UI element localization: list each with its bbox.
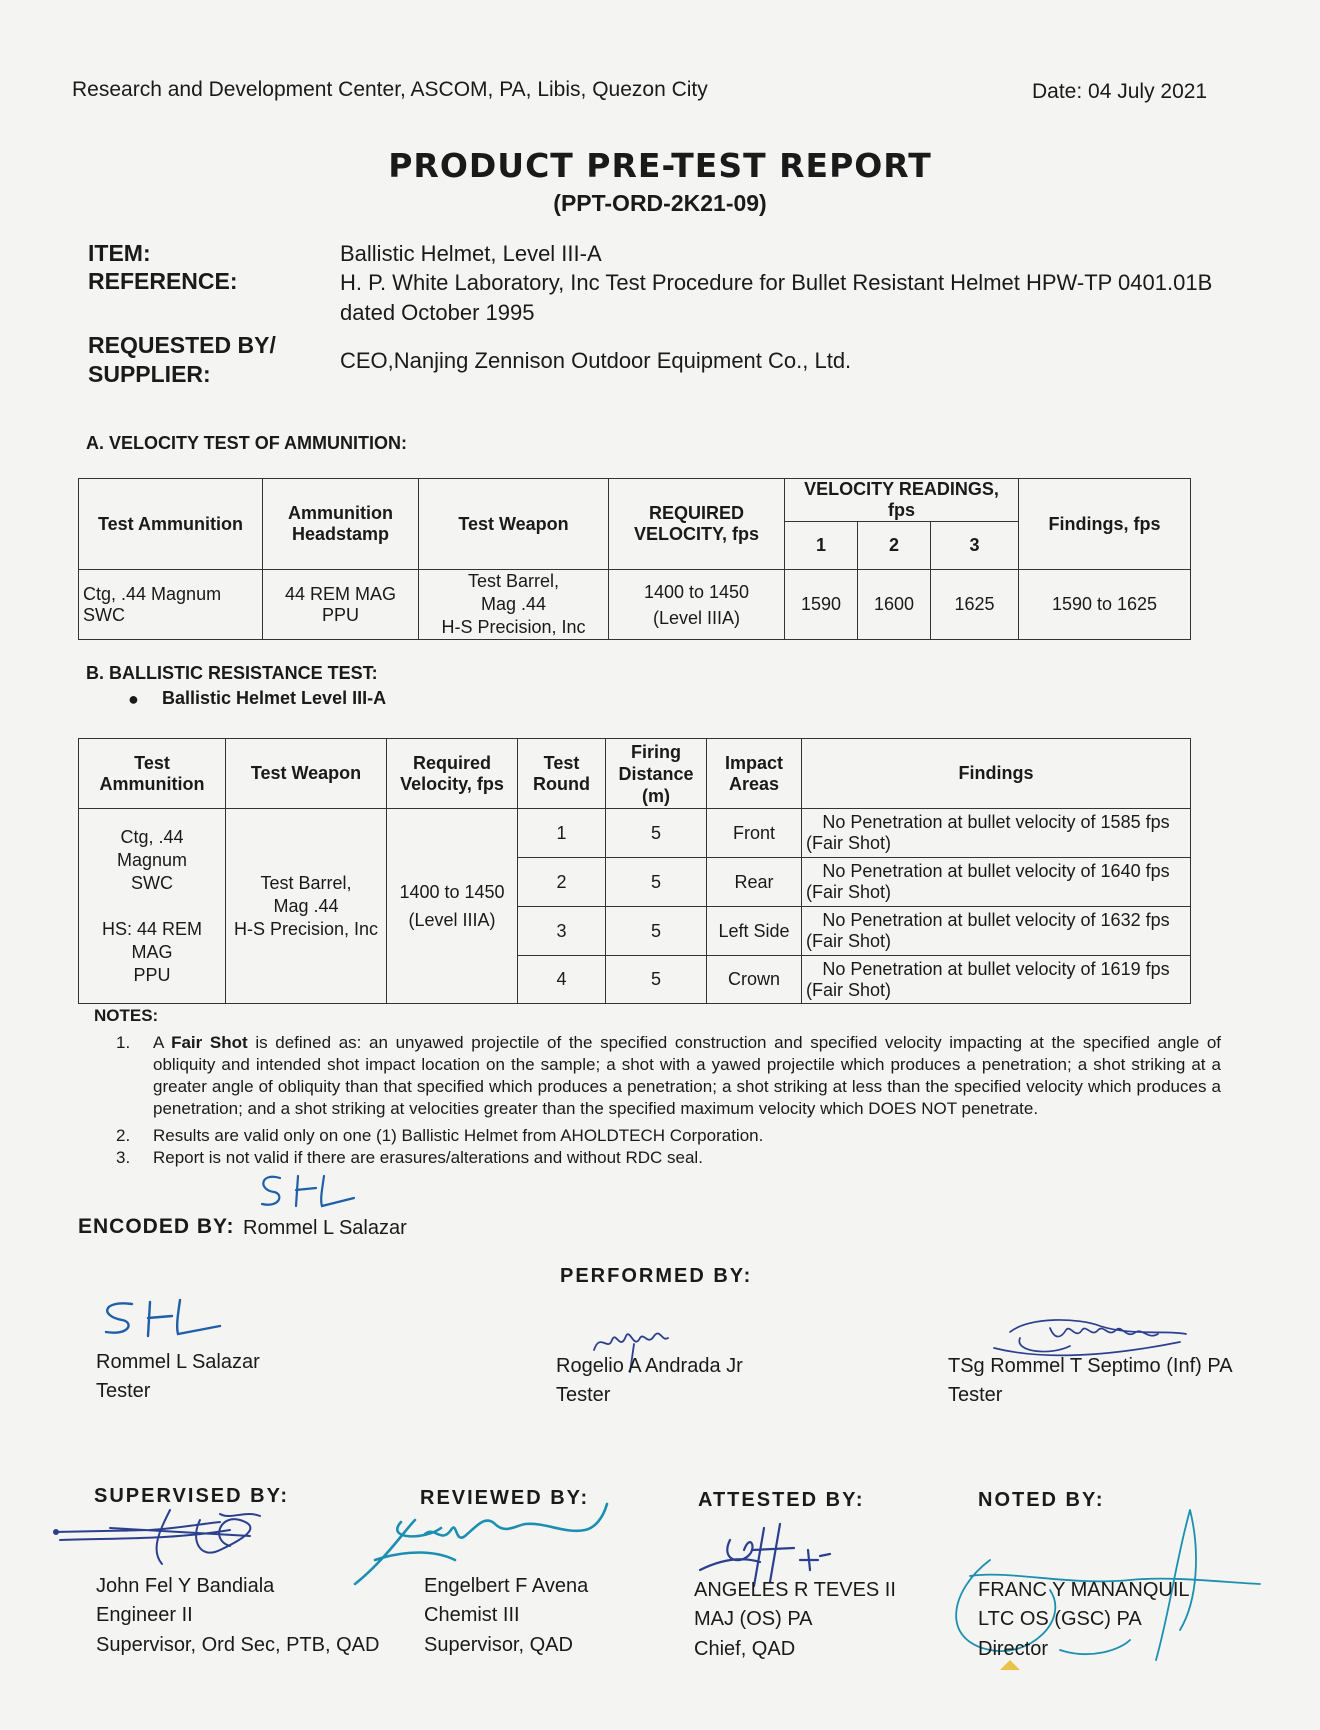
cell-impact-area: Front	[707, 809, 802, 858]
cell-weapon	[226, 809, 387, 1004]
header-line: Required	[412, 752, 491, 773]
section-a-title: A. VELOCITY TEST OF AMMUNITION:	[86, 433, 407, 453]
weapon-line: H-S Precision, Inc	[441, 617, 586, 637]
tester-3-role: Tester	[948, 1384, 1003, 1406]
weapon-line: Test Barrel,	[260, 872, 352, 893]
required-line: (Level IIIA)	[652, 607, 741, 628]
cell-impact-area: Crown	[707, 956, 802, 1004]
header-firing-distance	[606, 739, 707, 809]
reviewed-label: REVIEWED BY:	[420, 1487, 590, 1509]
required-line: 1400 to 1450	[643, 581, 750, 602]
velocity-test-table	[78, 478, 1191, 640]
weapon-line: Mag .44	[273, 895, 339, 916]
cell-finding: No Penetration at bullet velocity of 1640 fps (Fair Shot)	[802, 858, 1191, 907]
supervised-label: SUPERVISED BY:	[94, 1485, 290, 1507]
header-ammunition-headstamp	[263, 479, 419, 570]
tester-1-name: Rommel L Salazar	[96, 1351, 260, 1373]
reference-value: H. P. White Laboratory, Inc Test Procedure for Bullet Resistant Helmet HPW-TP 0401.01B	[340, 270, 1213, 295]
cell-weapon	[419, 570, 609, 640]
cell-finding: No Penetration at bullet velocity of 1585 fps (Fair Shot)	[802, 809, 1191, 858]
header-reading-2: 2	[858, 522, 931, 570]
cell-required-velocity	[387, 809, 518, 1004]
header-line: Distance	[618, 763, 694, 784]
report-code: (PPT-ORD-2K21-09)	[553, 190, 767, 216]
note-number: 2.	[116, 1126, 131, 1145]
encoded-label: ENCODED BY:	[78, 1215, 235, 1238]
notes-title: NOTES:	[94, 1006, 159, 1025]
cell-round: 1	[518, 809, 606, 858]
item-label: ITEM:	[88, 240, 151, 266]
requested-label: REQUESTED BY/	[88, 332, 276, 358]
cell-ammunition: Ctg, .44 Magnum SWC	[79, 570, 263, 640]
section-b-title: B. BALLISTIC RESISTANCE TEST:	[86, 663, 378, 683]
header-test-weapon: Test Weapon	[226, 739, 387, 809]
signature-encoder	[250, 1170, 380, 1220]
weapon-line: Mag .44	[480, 594, 547, 614]
table-row	[79, 570, 1191, 640]
required-line: 1400 to 1450	[399, 882, 505, 902]
performed-label: PERFORMED BY:	[560, 1265, 753, 1287]
reference-label: REFERENCE:	[88, 268, 238, 294]
tester-3-name: TSg Rommel T Septimo (Inf) PA	[948, 1355, 1233, 1377]
header-reading-3: 3	[931, 522, 1019, 570]
cell-round: 2	[518, 858, 606, 907]
note-text: A	[153, 1033, 172, 1052]
ammo-line: SWC	[131, 872, 173, 893]
attested-label: ATTESTED BY:	[698, 1489, 865, 1511]
header-findings: Findings	[802, 739, 1191, 809]
header-line: Areas	[728, 773, 780, 794]
header-required-velocity	[387, 739, 518, 809]
cell-impact-area: Left Side	[707, 907, 802, 956]
cell-distance: 5	[606, 907, 707, 956]
signature-supervisor	[50, 1500, 280, 1585]
reference-value-date: dated October 1995	[340, 300, 535, 325]
cell-required-velocity	[609, 570, 785, 640]
headstamp-line: 44 REM MAG	[284, 583, 397, 604]
cell-round: 3	[518, 907, 606, 956]
cell-reading-3: 1625	[931, 570, 1019, 640]
note-number: 1.	[116, 1033, 131, 1052]
ballistic-resistance-table	[78, 738, 1191, 1004]
note-term: Fair Shot	[171, 1033, 248, 1052]
report-date: Date: 04 July 2021	[1032, 80, 1208, 103]
header-headstamp-text: Ammunition Headstamp	[288, 503, 393, 544]
tester-2-role: Tester	[556, 1384, 611, 1406]
headstamp-line: PPU	[321, 604, 359, 625]
cell-round: 4	[518, 956, 606, 1004]
header-required-text: REQUIRED VELOCITY, fps	[633, 503, 759, 544]
weapon-line: Test Barrel,	[467, 571, 560, 591]
header-line: (m)	[642, 785, 670, 806]
note-seal: Report is not valid if there are erasures/alterations and without RDC seal.	[153, 1148, 703, 1167]
section-b-bullet: Ballistic Helmet Level III-A	[162, 688, 387, 708]
item-value: Ballistic Helmet, Level III-A	[340, 241, 602, 266]
attester-name: ANGELES R TEVES II	[694, 1579, 896, 1601]
header-reading-1: 1	[785, 522, 858, 570]
cell-finding: No Penetration at bullet velocity of 1619 fps (Fair Shot)	[802, 956, 1191, 1004]
cell-distance: 5	[606, 956, 707, 1004]
required-line: (Level IIIA)	[408, 910, 496, 930]
ammo-line: HS: 44 REM MAG	[101, 918, 203, 962]
header-test-ammunition: Test Ammunition	[79, 739, 226, 809]
header-impact-areas	[707, 739, 802, 809]
director-rank: LTC OS (GSC) PA	[978, 1608, 1142, 1630]
tester-1-role: Tester	[96, 1380, 151, 1402]
cell-reading-1: 1590	[785, 570, 858, 640]
header-line: Velocity, fps	[400, 773, 504, 794]
table-row	[79, 809, 1191, 858]
cell-reading-2: 1600	[858, 570, 931, 640]
cell-headstamp	[263, 570, 419, 640]
header-test-round	[518, 739, 606, 809]
header-line: Test	[543, 752, 580, 773]
header-test-weapon: Test Weapon	[419, 479, 609, 570]
director-name: FRANC Y MANANQUIL	[978, 1579, 1190, 1601]
tester-2-name: Rogelio A Andrada Jr	[556, 1355, 743, 1377]
signature-tester-1	[96, 1296, 246, 1351]
director-title: Director	[978, 1638, 1049, 1660]
note-validity: Results are valid only on one (1) Ballistic Helmet from AHOLDTECH Corporation.	[153, 1126, 764, 1145]
reviewer-office: Supervisor, QAD	[424, 1634, 573, 1656]
header-velocity-readings: VELOCITY READINGS, fps	[785, 479, 1019, 522]
supplier-label: SUPPLIER:	[88, 361, 211, 387]
note-number: 3.	[116, 1148, 131, 1167]
supervisor-office: Supervisor, Ord Sec, PTB, QAD	[96, 1634, 380, 1656]
cell-ammunition	[79, 809, 226, 1004]
supervisor-name: John Fel Y Bandiala	[96, 1575, 275, 1597]
supplier-value: CEO,Nanjing Zennison Outdoor Equipment Co., Ltd.	[340, 348, 852, 373]
header-line: Firing	[631, 741, 681, 762]
note-fair-shot	[153, 1032, 1221, 1120]
cell-distance: 5	[606, 809, 707, 858]
ammo-line: Ctg, .44 Magnum	[116, 826, 188, 870]
supervisor-role: Engineer II	[96, 1604, 193, 1626]
noted-label: NOTED BY:	[978, 1489, 1105, 1511]
organization-header: Research and Development Center, ASCOM, PA, Libis, Quezon City	[72, 78, 708, 101]
header-line: Impact	[724, 752, 784, 773]
header-findings-fps: Findings, fps	[1019, 479, 1191, 570]
ammo-line: PPU	[133, 964, 171, 985]
header-required-velocity	[609, 479, 785, 570]
reviewer-name: Engelbert F Avena	[424, 1575, 589, 1597]
cell-impact-area: Rear	[707, 858, 802, 907]
attester-office: Chief, QAD	[694, 1638, 796, 1660]
cell-findings: 1590 to 1625	[1019, 570, 1191, 640]
report-title: PRODUCT PRE-TEST REPORT	[388, 146, 932, 185]
header-test-ammunition: Test Ammunition	[79, 479, 263, 570]
reviewer-role: Chemist III	[424, 1604, 520, 1626]
note-text: is defined as: an unyawed projectile of the specified construction and specified velocity impacting at the specified angle of obliquity and intended shot impact location on the sample; a shot with a yawed projectile which produces a penetration; a shot striking at a greater angle of obliquity than that specified which produces a penetration; a shot striking at less than the specified velocity which produces a penetration; and a shot striking at velocities greater than the specified maximum velocity which DOES NOT penetrate.	[153, 1033, 1222, 1118]
attester-rank: MAJ (OS) PA	[694, 1608, 813, 1630]
cell-distance: 5	[606, 858, 707, 907]
weapon-line: H-S Precision, Inc	[233, 918, 379, 939]
header-line: Round	[533, 773, 590, 794]
cell-finding: No Penetration at bullet velocity of 1632 fps (Fair Shot)	[802, 907, 1191, 956]
bullet-icon: ●	[128, 689, 139, 709]
encoded-name: Rommel L Salazar	[243, 1217, 407, 1239]
